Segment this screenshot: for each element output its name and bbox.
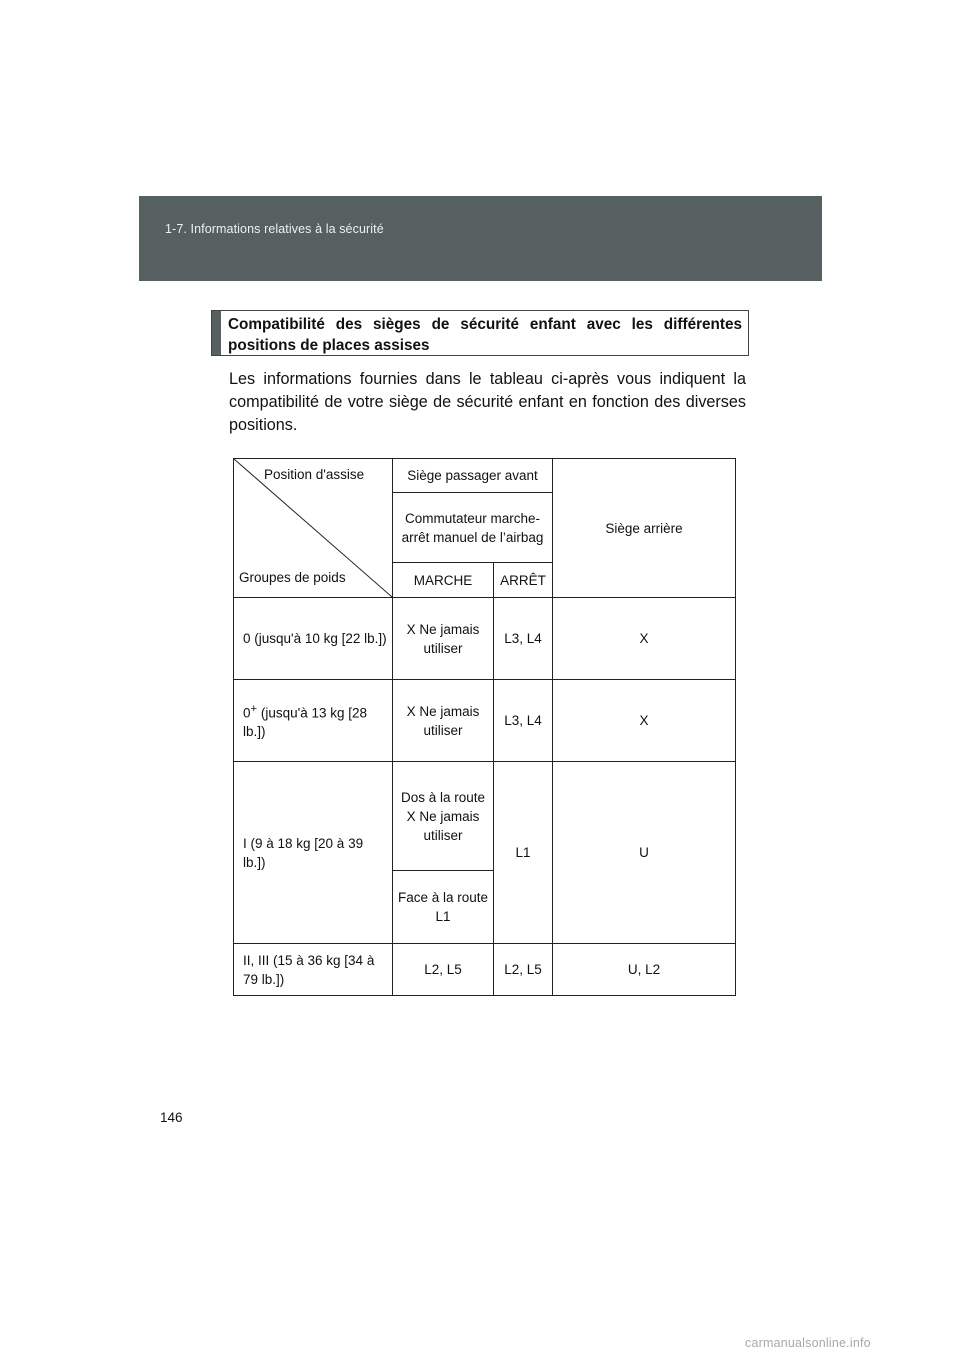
row-3-on: L2, L5 [393,944,494,996]
title-box [211,310,749,356]
row-0-on: X Ne jamais utiliser [393,598,494,680]
row-2-on-rear-facing: Dos à la route X Ne jamais utiliser [393,762,494,871]
row-group-i: I (9 à 18 kg [20 à 39 lb.]) [234,762,393,944]
table-corner-cell [234,459,393,598]
row-1-on: X Ne jamais utiliser [393,680,494,762]
watermark: carmanualsonline.info [745,1336,871,1350]
intro-paragraph: Les informations fournies dans le tableau ci-après vous indiquent la compatibilité de votre siège de sécurité enfant en fonction des diverses positions. [229,370,746,434]
compatibility-table [233,458,736,996]
title-box-accent-bar [212,311,221,355]
row-group-0-plus [234,680,393,762]
section-header-band [139,196,822,281]
row-group-0: 0 (jusqu'à 10 kg [22 lb.]) [234,598,393,680]
row-group-ii-iii: II, III (15 à 36 kg [34 à 79 lb.]) [234,944,393,996]
row-0-off: L3, L4 [494,598,553,680]
box-title: Compatibilité des sièges de sécurité enfant avec les différentes positions de places assises [228,316,742,354]
row-1-group-base: 0 [243,705,251,721]
row-1-rear: X [553,680,736,762]
row-2-on-forward-facing: Face à la route L1 [393,871,494,944]
corner-groups-label: Groupes de poids [239,570,346,585]
row-0-rear: X [553,598,736,680]
row-3-off: L2, L5 [494,944,553,996]
row-2-rear: U [553,762,736,944]
row-1-off: L3, L4 [494,680,553,762]
corner-position-label: Position d'assise [264,467,365,482]
section-title: 1-7. Informations relatives à la sécurité [165,222,384,236]
header-airbag-switch: Commutateur marche-arrêt manuel de l’airbag [393,493,553,563]
page-number: 146 [160,1110,183,1125]
header-rear-seat: Siège arrière [553,459,736,598]
row-1-group-sup: + [250,702,258,715]
row-1-group-rest: (jusqu'à 13 kg [28 lb.]) [243,705,367,740]
row-2-off: L1 [494,762,553,944]
header-front-passenger: Siège passager avant [393,459,553,493]
row-3-rear: U, L2 [553,944,736,996]
header-on: MARCHE [393,563,494,598]
header-off: ARRÊT [494,563,553,598]
